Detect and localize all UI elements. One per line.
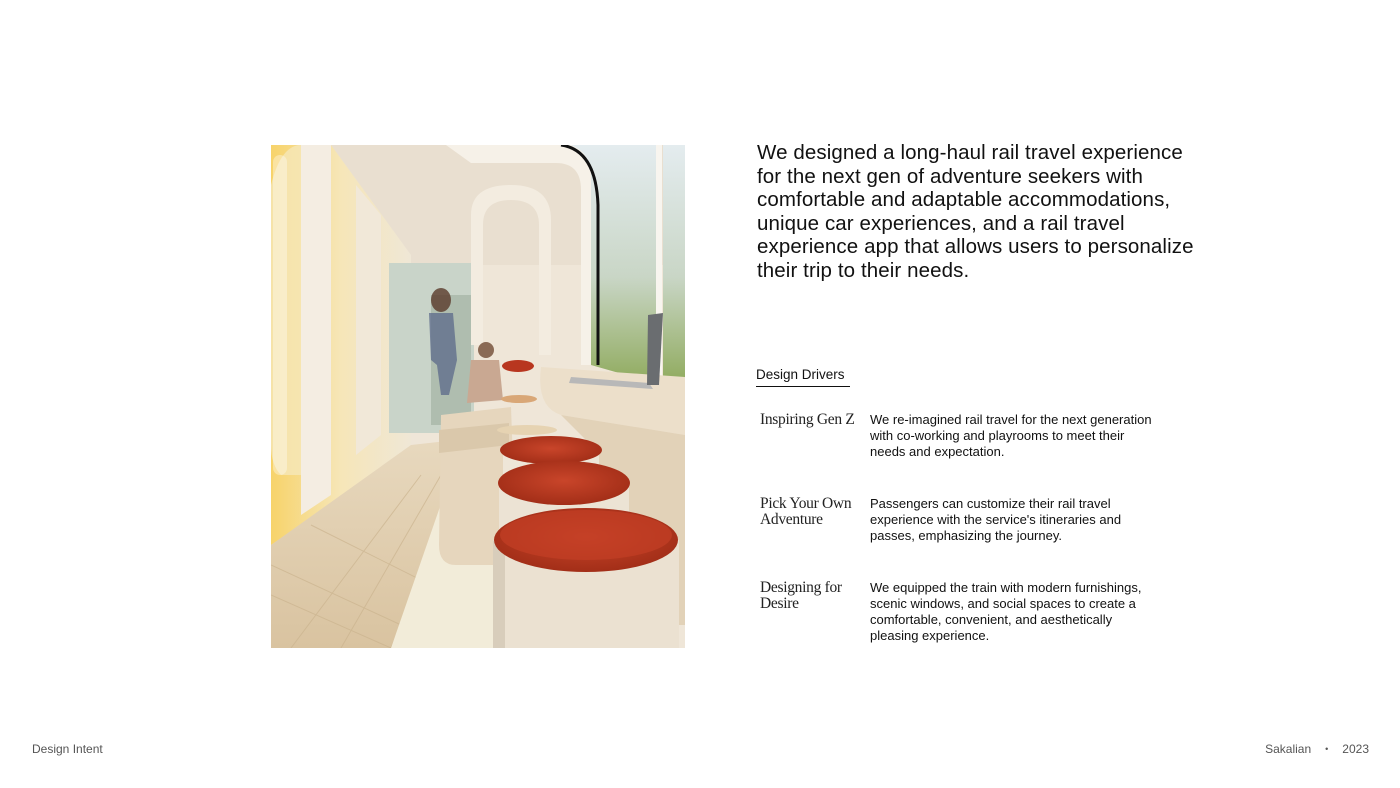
footer-author: Sakalian: [1265, 742, 1312, 756]
design-drivers-heading: Design Drivers: [756, 367, 850, 387]
footer-year: 2023: [1342, 742, 1369, 756]
footer-section-label: Design Intent: [32, 742, 103, 756]
train-interior-image: [271, 145, 685, 648]
driver-title: Inspiring Gen Z: [760, 411, 855, 428]
driver-text: We re-imagined rail travel for the next generation with co-working and playrooms to meet their needs and expectation.: [870, 412, 1152, 459]
driver-text: We equipped the train with modern furnishings, scenic windows, and social spaces to create a comfortable, convenient, and aesthetically pleasing experience.: [870, 580, 1142, 643]
footer-credits: [1265, 742, 1369, 756]
footer-separator: •: [1325, 744, 1329, 754]
driver-text: Passengers can customize their rail travel experience with the service's itineraries and passes, emphasizing the journey.: [870, 496, 1122, 543]
driver-title: Pick Your Own Adventure: [760, 495, 852, 528]
intro-paragraph: We designed a long-haul rail travel experience for the next gen of adventure seekers with comfortable and adaptable accommodations, unique car experiences, and a rail travel experience app that allows users to personalize their trip to their needs.: [757, 141, 1194, 282]
driver-title: Designing for Desire: [760, 579, 842, 612]
